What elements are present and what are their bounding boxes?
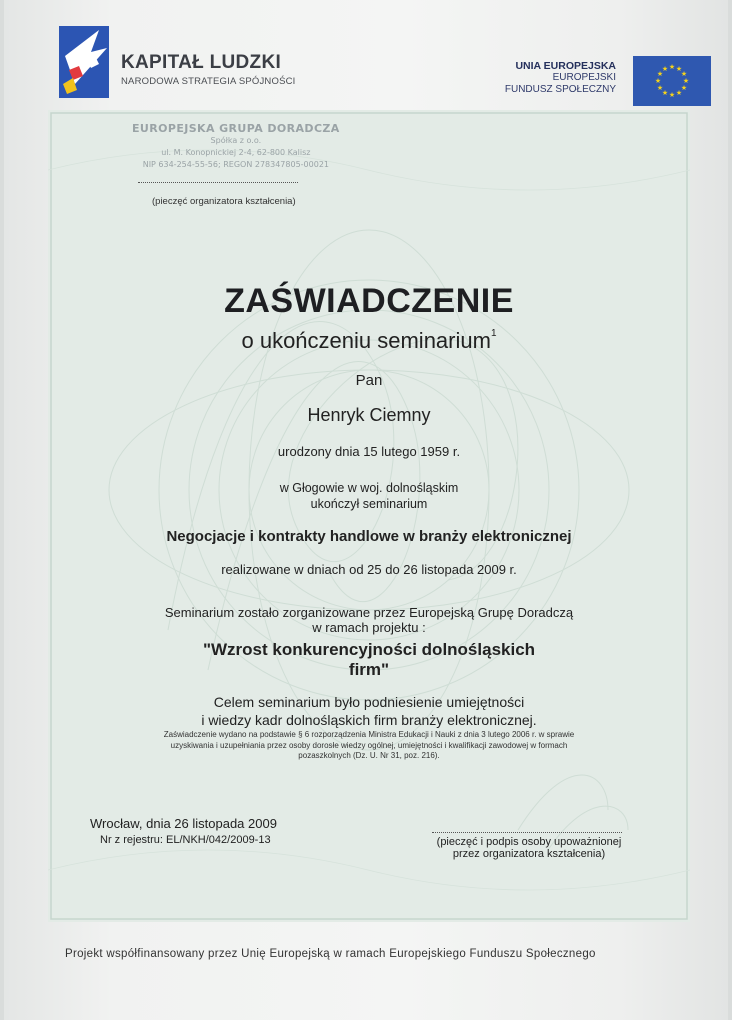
- seminar-title: Negocjacje i kontrakty handlowe w branży elektronicznej: [166, 528, 572, 545]
- signature-dotted-line: [432, 832, 622, 833]
- stamp-address: ul. M. Konopnickiej 2-4, 62-800 Kalisz: [161, 148, 311, 157]
- registry-number: Nr z rejestru: EL/NKH/042/2009-13: [100, 834, 271, 846]
- svg-text:★: ★: [661, 89, 669, 97]
- svg-text:★: ★: [668, 91, 676, 99]
- svg-text:★: ★: [656, 70, 664, 78]
- svg-text:★: ★: [680, 84, 688, 92]
- svg-text:★: ★: [675, 89, 683, 97]
- kapital-ludzki-logo-icon: [59, 26, 109, 98]
- kapital-ludzki-title: KAPITAŁ LUDZKI: [121, 52, 282, 73]
- project-name-line1: "Wzrost konkurencyjności dolnośląskich: [202, 640, 536, 659]
- eu-fund-line2: FUNDUSZ SPOŁECZNY: [504, 84, 616, 95]
- goal-block: [48, 693, 690, 729]
- organizer-block: [48, 605, 690, 635]
- seminar-dates: realizowane w dniach od 25 do 26 listopada 2009 r.: [221, 562, 517, 577]
- recipient-name: Henryk Ciemny: [307, 405, 431, 425]
- eu-flag-icon: [633, 56, 711, 106]
- subtitle-text: o ukończeniu seminarium: [241, 328, 491, 353]
- eu-fund-line1: EUROPEJSKI: [552, 72, 616, 83]
- organizer-line2: w ramach projektu :: [312, 620, 426, 635]
- signature-label: [424, 836, 634, 860]
- legal-line2: uzyskiwania i uzupełniania przez osoby dorosłe wiedzy ogólnej, umiejętności i kwalifikacji zawodowej w formach: [170, 740, 568, 750]
- issue-city-date: Wrocław, dnia 26 listopada 2009: [90, 816, 277, 831]
- svg-text:★: ★: [654, 77, 662, 85]
- organizer-line1: Seminarium zostało zorganizowane przez Europejską Grupę Doradczą: [164, 605, 574, 620]
- certificate-title: ZAŚWIADCZENIE: [224, 282, 514, 320]
- goal-line2: i wiedzy kadr dolnośląskich firm branży elektronicznej.: [201, 712, 537, 728]
- project-name-line2: firm": [348, 660, 390, 679]
- svg-text:★: ★: [656, 84, 664, 92]
- birth-date: urodzony dnia 15 lutego 1959 r.: [277, 444, 461, 459]
- certificate-paper: [4, 0, 728, 1020]
- certificate-panel: [48, 110, 690, 922]
- legal-line3: pozaszkolnych (Dz. U. Nr 31, poz. 216).: [298, 751, 440, 760]
- stamp-ids: NIP 634-254-55-56; REGON 278347805-00021: [142, 160, 329, 169]
- project-name-block: [48, 640, 690, 680]
- legal-basis-block: [48, 730, 690, 762]
- svg-text:★: ★: [682, 77, 690, 85]
- svg-text:★: ★: [675, 65, 683, 73]
- salutation: Pan: [355, 372, 383, 389]
- completed-label: ukończył seminarium: [310, 497, 428, 511]
- eu-union-label: UNIA EUROPEJSKA: [515, 60, 616, 72]
- organizer-stamp: [132, 122, 340, 171]
- legal-line1: Zaświadczenie wydano na podstawie § 6 rozporządzenia Ministra Edukacji i Nauki z dnia 3 lutego 2006 r. w sprawie: [163, 730, 575, 739]
- stamp-company-type: Spółka z o.o.: [210, 136, 262, 145]
- footnote-mark: 1: [490, 328, 497, 339]
- guilloche-watermark-icon: [48, 110, 690, 922]
- kapital-ludzki-text: [121, 52, 296, 87]
- signature-label-line1: (pieczęć i podpis osoby upoważnionej: [436, 836, 622, 848]
- birth-place: w Głogowie w woj. dolnośląskim: [279, 481, 459, 495]
- kapital-ludzki-subtitle: NARODOWA STRATEGIA SPÓJNOŚCI: [121, 76, 296, 87]
- stamp-dotted-line: [138, 182, 298, 183]
- stamp-label: (pieczęć organizatora kształcenia): [152, 196, 296, 207]
- eu-text: [505, 60, 616, 96]
- certificate-subtitle: [48, 328, 690, 354]
- cofinancing-footer: Projekt współfinansowany przez Unię Europejską w ramach Europejskiego Funduszu Społecznego: [65, 948, 596, 960]
- svg-text:★: ★: [661, 65, 669, 73]
- goal-line1: Celem seminarium było podniesienie umiejętności: [213, 694, 525, 710]
- signature-label-line2: przez organizatora kształcenia): [452, 848, 606, 860]
- svg-text:★: ★: [680, 70, 688, 78]
- birth-place-block: [48, 480, 690, 512]
- stamp-company: EUROPEJSKA GRUPA DORADCZA: [132, 122, 340, 135]
- svg-text:★: ★: [668, 63, 676, 71]
